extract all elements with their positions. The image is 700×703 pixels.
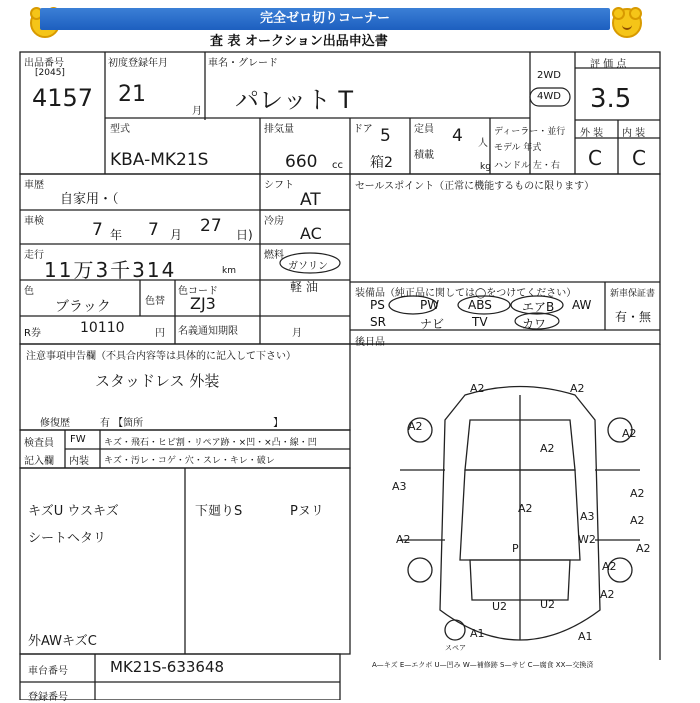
shift-label: シフト — [264, 180, 294, 191]
color-code-label: 色コード — [178, 286, 218, 297]
damage-mark: A1 — [578, 630, 593, 643]
tax-label: 名義通知期限 — [178, 326, 238, 337]
history-label: 車歴 — [24, 180, 44, 191]
damage-mark: A2 — [630, 514, 645, 527]
year-label: 初度登録年月 — [108, 58, 168, 69]
lot-code: [2045] — [35, 68, 65, 78]
first-registration-year: 21 — [118, 82, 146, 107]
lot-label: 出品番号 — [24, 58, 64, 69]
kg-unit: kg — [480, 162, 491, 172]
damage-mark: A3 — [580, 510, 595, 523]
damage-mark: A2 — [622, 427, 637, 440]
displacement-label: 排気量 — [264, 124, 294, 135]
notes-text: スタッドレス 外装 — [95, 372, 220, 390]
inspector-note-bottom: 外AWキズC — [28, 634, 97, 649]
equipment-pw: PW — [420, 298, 440, 312]
rating-score: 3.5 — [590, 84, 632, 114]
damage-mark: A2 — [540, 442, 555, 455]
seats-unit: 人 — [478, 138, 488, 149]
color-label: 色 — [24, 286, 34, 297]
registration-label: 登録番号 — [28, 692, 68, 703]
lot-number: 4157 — [32, 84, 94, 112]
damage-mark: U2 — [492, 600, 508, 613]
repair-history: 修復歴 有 【箇所 】 — [40, 418, 284, 429]
seats: 4 — [452, 126, 463, 146]
equipment-navi: ナビ — [420, 317, 445, 331]
doors-label: ドア — [353, 124, 373, 135]
inspector-note-left: キズU ウスキズ — [28, 504, 119, 519]
exterior-grade: C — [588, 146, 602, 170]
fuel-gasoline: ガソリン — [288, 261, 328, 272]
damage-mark: A2 — [570, 382, 585, 395]
name-label: 車名・グレード — [208, 58, 278, 69]
equipment-abs: ABS — [468, 298, 492, 312]
damage-mark: A2 — [470, 382, 485, 395]
load: 箱2 — [370, 155, 393, 171]
interior-grade: C — [632, 146, 646, 170]
inspector-note-right-1: 下廻りS — [195, 504, 243, 519]
inspection-day: 27 — [200, 216, 222, 236]
recycle-fee: 10110 — [80, 320, 125, 336]
mileage-label: 走行 — [24, 250, 44, 261]
damage-mark: A2 — [518, 502, 533, 515]
vin: MK21S-633648 — [110, 658, 225, 676]
damage-mark: A2 — [396, 533, 411, 546]
banner-title: 完全ゼロ切りコーナー — [40, 8, 610, 30]
seats-label: 定員 — [414, 124, 434, 135]
paint-change-label: 色替 — [145, 296, 165, 307]
load-label: 積載 — [414, 150, 434, 161]
fw-label: FW — [70, 434, 86, 445]
interior-row-label: 内装 — [69, 456, 89, 467]
fuel-diesel: 軽 油 — [290, 280, 318, 294]
model-type: KBA-MK21S — [110, 150, 209, 170]
equipment-tv: TV — [472, 315, 488, 329]
notes-label: 注意事項申告欄（不具合内容等は具体的に記入して下さい） — [26, 351, 296, 362]
spare-label: スペア — [445, 644, 466, 652]
inspector-note-right-2: Pヌリ — [290, 504, 324, 519]
damage-mark: A2 — [602, 560, 617, 573]
inspector-note-left-2: シートヘタリ — [28, 531, 107, 546]
yen-unit: 円 — [155, 328, 165, 339]
doors: 5 — [380, 126, 391, 146]
later-items-label: 後日品 — [355, 337, 385, 348]
warranty-label: 新車保証書 — [610, 289, 656, 299]
equipment-sr: SR — [370, 315, 386, 329]
sales-point-label: セールスポイント（正常に機能するものに限ります） — [355, 181, 595, 192]
equipment-label: 装備品（純正品に関しては◯をつけてください） — [355, 288, 577, 299]
damage-mark: U2 — [540, 598, 556, 611]
inspection-year: 7 — [92, 220, 103, 240]
model-year-label: モデル 年式 — [494, 143, 542, 153]
damage-mark: P — [512, 542, 519, 555]
damage-mark: A2 — [630, 487, 645, 500]
inspection-month-unit: 月 — [170, 228, 183, 242]
equipment-ps: PS — [370, 298, 385, 312]
color: ブラック — [55, 299, 111, 315]
interior-label: 内 装 — [622, 128, 646, 139]
rating-label: 評 価 点 — [590, 59, 627, 70]
color-code: ZJ3 — [190, 294, 216, 313]
drive-2wd: 2WD — [537, 70, 561, 81]
inspector-exterior-row: キズ・飛石・ヒビ割・リペア跡・×凹・×凸・線・凹 — [104, 438, 317, 448]
damage-mark: W2 — [578, 533, 596, 546]
inspection-year-unit: 年 — [110, 228, 123, 242]
inspection-label: 車検 — [24, 216, 44, 227]
diagram-legend: A—キズ E—エクボ U—凹み W—補修跡 S—サビ C—腐食 XX—交換済 — [372, 661, 594, 669]
vin-label: 車台番号 — [28, 666, 68, 677]
damage-mark: A2 — [636, 542, 651, 555]
inspector-label: 検査員 — [24, 438, 54, 449]
vehicle-name: パレット T — [235, 86, 354, 114]
damage-mark: A2 — [408, 420, 423, 433]
warranty-value: 有・無 — [615, 310, 652, 324]
inspector-entry-label: 記入欄 — [24, 456, 54, 467]
recycle-label: R券 — [24, 328, 41, 339]
inspector-interior-row: キズ・汚レ・コゲ・穴・スレ・キレ・破レ — [104, 456, 275, 466]
shift: AT — [300, 190, 321, 210]
mileage: 11万3千314 — [44, 258, 177, 282]
handle-label: ハンドル 左・右 — [494, 161, 560, 171]
exterior-label: 外 装 — [580, 128, 604, 139]
month-unit: 月 — [192, 106, 202, 117]
equipment-airbag: エアB — [522, 300, 555, 314]
equipment-leather: カワ — [522, 317, 547, 331]
damage-mark: A2 — [600, 588, 615, 601]
inspection-day-unit: 日) — [236, 228, 253, 242]
ac: AC — [300, 224, 322, 243]
damage-mark: A1 — [470, 627, 485, 640]
dealer-label: ディーラー・並行 — [494, 127, 566, 137]
displacement: 660 — [285, 152, 318, 172]
drive-4wd: 4WD — [537, 91, 561, 102]
tax-month: 月 — [292, 328, 302, 339]
ac-label: 冷房 — [264, 216, 284, 227]
damage-mark: A3 — [392, 480, 407, 493]
cc-unit: cc — [332, 160, 343, 171]
inspection-month: 7 — [148, 220, 159, 240]
equipment-aw: AW — [572, 298, 592, 312]
history-value: 自家用・（ — [60, 192, 119, 207]
km-unit: km — [222, 266, 236, 276]
fuel-label: 燃料 — [264, 250, 284, 261]
type-label: 型式 — [110, 124, 130, 135]
header-title: 査 表 オークション出品申込書 — [210, 34, 388, 49]
